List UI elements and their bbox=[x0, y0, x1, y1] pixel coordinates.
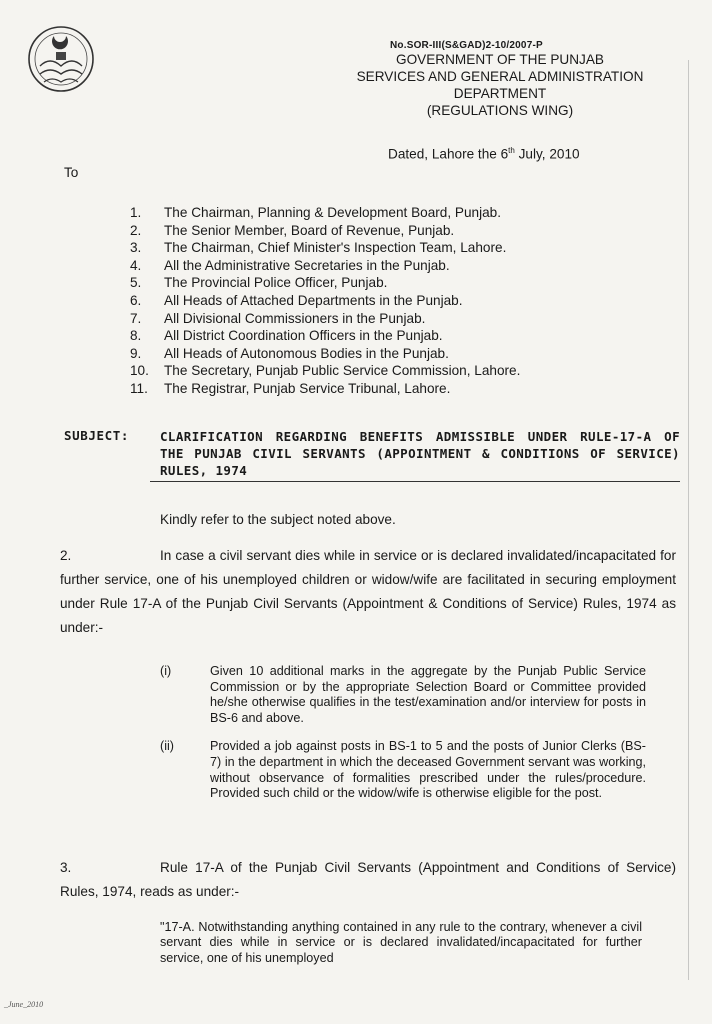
recipient-number: 11. bbox=[130, 380, 148, 396]
recipient-text: The Provincial Police Officer, Punjab. bbox=[164, 275, 388, 291]
recipient-text: The Chairman, Chief Minister's Inspection Team, Lahore. bbox=[164, 240, 507, 256]
subject-block bbox=[64, 428, 680, 479]
recipient-number: 7. bbox=[130, 310, 142, 326]
recipient-text: The Chairman, Planning & Development Board, Punjab. bbox=[164, 205, 502, 220]
benefit-item bbox=[160, 739, 646, 801]
recipient-item bbox=[130, 204, 520, 222]
recipient-item bbox=[130, 310, 520, 328]
recipient-list bbox=[130, 204, 520, 398]
date-superscript: th bbox=[508, 146, 515, 155]
recipient-item bbox=[130, 222, 520, 240]
recipient-text: The Senior Member, Board of Revenue, Punjab. bbox=[164, 222, 455, 238]
recipient-item bbox=[130, 239, 520, 257]
date-line bbox=[388, 146, 580, 162]
item-text: Provided a job against posts in BS-1 to 5 and the posts of Junior Clerks (BS-7) in the department in which the deceased Government servant was working, without observance of formalities prescribed under the rules/procedure. Provided such child or the widow/wife is otherwise eligible for the post. bbox=[210, 739, 646, 801]
benefit-list bbox=[160, 664, 646, 815]
margin-line bbox=[688, 60, 690, 980]
reference-number: No.SOR-III(S&GAD)2-10/2007-P bbox=[390, 40, 543, 51]
rule-quote: "17-A. Notwithstanding anything contained in any rule to the contrary, whenever a civil servant dies while in service or is declared invalidated/incapacitated for further service, one of his unemployed bbox=[160, 920, 642, 965]
paragraph-3 bbox=[60, 856, 676, 904]
recipient-text: All District Coordination Officers in the Punjab. bbox=[164, 328, 443, 344]
recipient-number: 5. bbox=[130, 275, 142, 291]
paragraph-text: Rule 17-A of the Punjab Civil Servants (Appointment and Conditions of Service) Rules, 1974, reads as under:- bbox=[60, 860, 676, 899]
recipient-number: 4. bbox=[130, 257, 142, 273]
recipient-text: The Secretary, Punjab Public Service Commission, Lahore. bbox=[164, 363, 521, 379]
recipient-number: 1. bbox=[130, 205, 142, 220]
item-numeral: (ii) bbox=[160, 739, 174, 754]
date-suffix: July, 2010 bbox=[514, 146, 580, 162]
government-seal-icon bbox=[26, 22, 96, 96]
paragraph-1: Kindly refer to the subject noted above. bbox=[160, 512, 396, 527]
subject-text: CLARIFICATION REGARDING BENEFITS ADMISSIBLE UNDER RULE-17-A OF THE PUNJAB CIVIL SERVANTS (APPOINTMENT & CONDITIONS OF SERVICE) RULES, 1974 bbox=[160, 429, 680, 478]
recipient-number: 8. bbox=[130, 328, 142, 344]
letterhead bbox=[290, 40, 710, 119]
paragraph-text: In case a civil servant dies while in service or is declared invalidated/incapacitated for further service, one of his unemployed children or widow/wife are facilitated in securing employment under Rule 17-A of the Punjab Civil Servants (Appointment & Conditions of Service) Rules, 1974 as under:- bbox=[60, 548, 676, 635]
subject-underline bbox=[150, 481, 680, 482]
recipient-item bbox=[130, 380, 520, 398]
footer-note: _June_2010 bbox=[4, 1000, 44, 1009]
recipient-text: All the Administrative Secretaries in the Punjab. bbox=[164, 257, 450, 273]
paragraph-number: 3. bbox=[60, 860, 72, 875]
item-numeral: (i) bbox=[160, 664, 172, 678]
paragraph-2 bbox=[60, 544, 676, 640]
letterhead-line-1: GOVERNMENT OF THE PUNJAB bbox=[396, 52, 604, 67]
recipient-number: 10. bbox=[130, 363, 149, 379]
recipient-text: All Heads of Autonomous Bodies in the Punjab. bbox=[164, 345, 449, 361]
letterhead-line-2: SERVICES AND GENERAL ADMINISTRATION bbox=[356, 69, 644, 84]
recipient-number: 9. bbox=[130, 345, 142, 361]
recipient-item bbox=[130, 292, 520, 310]
recipient-item bbox=[130, 327, 520, 345]
to-label: To bbox=[64, 165, 79, 180]
recipient-text: All Heads of Attached Departments in the Punjab. bbox=[164, 292, 463, 308]
item-text: Given 10 additional marks in the aggregate by the Punjab Public Service Commission or by the appropriate Selection Board or Committee provided he/she otherwise qualifies in the test/examination and/or interview for posts in BS-6 and above. bbox=[210, 664, 646, 725]
recipient-number: 6. bbox=[130, 292, 142, 308]
recipient-item bbox=[130, 274, 520, 292]
paragraph-number: 2. bbox=[60, 548, 72, 563]
recipient-item bbox=[130, 362, 520, 380]
recipient-item bbox=[130, 345, 520, 363]
recipient-item bbox=[130, 257, 520, 275]
benefit-item bbox=[160, 664, 646, 726]
letterhead-line-4: (REGULATIONS WING) bbox=[426, 103, 574, 118]
letterhead-line-3: DEPARTMENT bbox=[453, 86, 547, 101]
recipient-text: The Registrar, Punjab Service Tribunal, Lahore. bbox=[164, 380, 451, 396]
recipient-text: All Divisional Commissioners in the Punjab. bbox=[164, 310, 426, 326]
recipient-number: 2. bbox=[130, 222, 142, 238]
date-prefix: Dated, Lahore the 6 bbox=[388, 146, 509, 162]
recipient-number: 3. bbox=[130, 240, 142, 256]
subject-label: SUBJECT: bbox=[64, 428, 130, 443]
